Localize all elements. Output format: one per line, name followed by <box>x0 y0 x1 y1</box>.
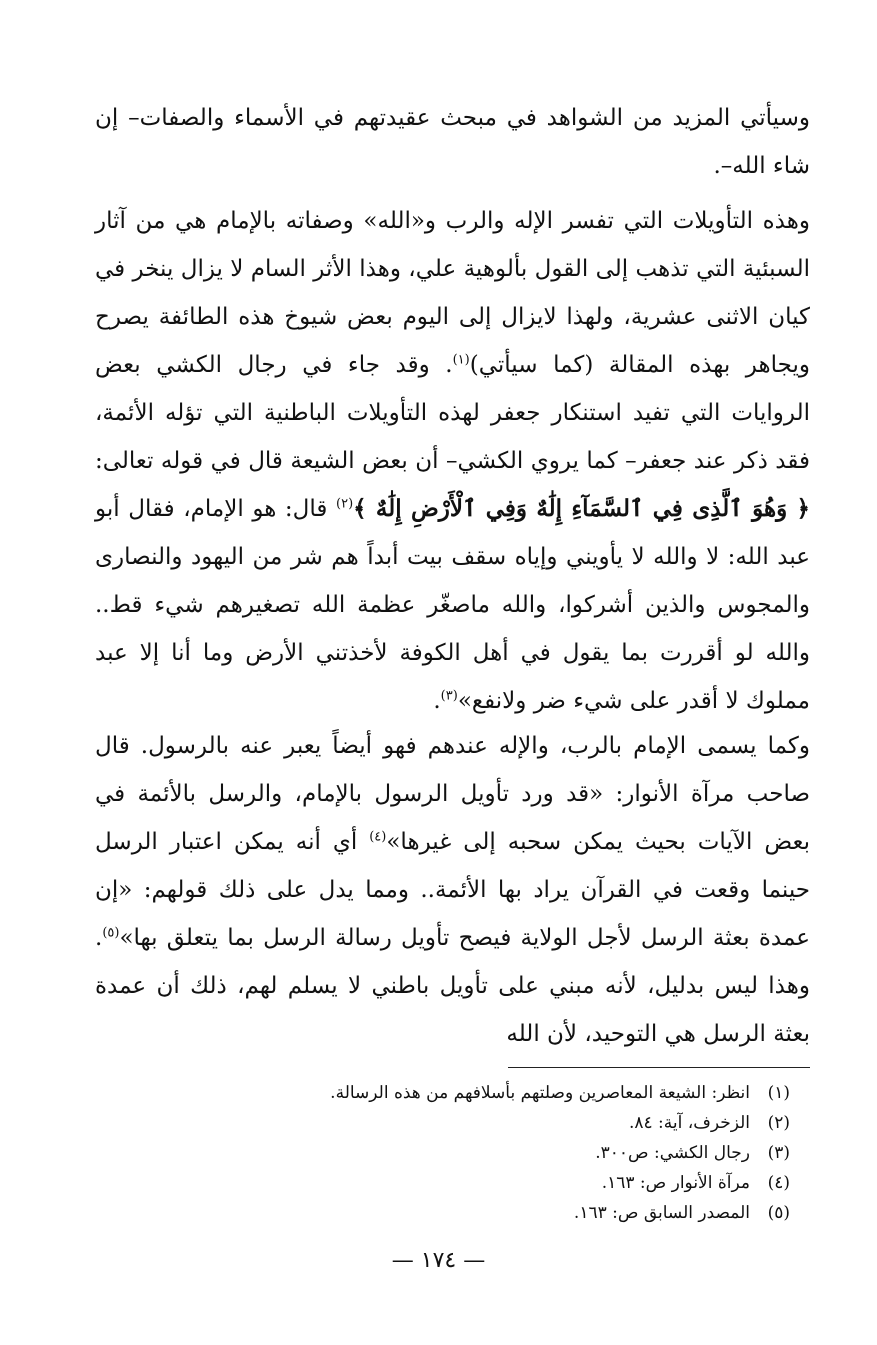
paragraph-1 <box>95 94 810 190</box>
paragraph-3-part-3: . وهذا ليس بدليل، لأنه مبني على تأويل باطني لا يسلم لهم، ذلك أن عمدة بعثة الرسل هي التوحيد، لأن الله <box>95 925 810 1047</box>
footnote-text: انظر: الشيعة المعاصرين وصلتهم بأسلافهم من هذه الرسالة. <box>330 1083 750 1103</box>
paragraph-3-part-2: أي أنه يمكن اعتبار الرسل حينما وقعت في القرآن يراد بها الأئمة.. ومما يدل على ذلك قولهم: «إن عمدة بعثة الرسل لأجل الولاية فيصح تأويل رسالة الرسل بما يتعلق بها» <box>95 829 810 951</box>
footnote-ref-3[interactable]: (٣) <box>440 688 458 704</box>
footnote-ref-2[interactable]: (٢) <box>336 496 354 512</box>
footnote-text: الزخرف، آية: ٨٤. <box>628 1113 750 1133</box>
footnote-ref-5[interactable]: (٥) <box>102 925 120 941</box>
footnote-text: رجال الكشي: ص٣٠٠. <box>595 1143 750 1163</box>
footnote-3 <box>95 1138 790 1168</box>
paragraph-3 <box>95 722 810 1058</box>
footnote-2 <box>95 1108 790 1138</box>
paragraph-2-part-3: قال: هو الإمام، فقال أبو عبد الله: لا والله لا يأويني وإياه سقف بيت أبداً هم شر من اليهود والنصارى والمجوس والذين أشركوا، والله ماصغّر عظمة الله تصغيرهم شيء قط.. والله لو أقررت بما يقول في أهل الكوفة لأخذتني الأرض وما أنا إلا عبد مملوك لا أقدر على شيء ضر ولانفع» <box>95 496 810 714</box>
footnotes-list <box>95 1078 790 1228</box>
quran-verse: ﴿ وَهُوَ ٱلَّذِى فِي ٱلسَّمَآءِ إِلَٰهٌ وَفِي ٱلْأَرْضِ إِلَٰهٌ ﴾ <box>353 495 810 522</box>
footnote-1 <box>95 1078 790 1108</box>
footnote-5 <box>95 1198 790 1228</box>
paragraph-2 <box>95 197 810 725</box>
footnote-ref-1[interactable]: (١) <box>452 352 470 368</box>
footnote-ref-4[interactable]: (٤) <box>369 829 387 845</box>
page-number: — ١٧٤ — <box>391 1248 486 1273</box>
paragraph-2-end: . <box>433 688 441 714</box>
paragraph-2-part-2: . وقد جاء في رجال الكشي بعض الروايات التي تفيد استنكار جعفر لهذه التأويلات الباطنية التي تؤله الأئمة، فقد ذكر عند جعفر– كما يروي الكشي– أن بعض الشيعة قال في قوله تعالى: <box>95 352 810 474</box>
footnote-divider <box>508 1067 810 1068</box>
footnote-text: المصدر السابق ص: ١٦٣. <box>573 1203 750 1223</box>
paragraph-3-part-1: وكما يسمى الإمام بالرب، والإله عندهم فهو أيضاً يعبر عنه بالرسول. قال صاحب مرآة الأنوار: «قد ورد تأويل الرسول بالإمام، والرسل بالأئمة في بعض الآيات بحيث يمكن سحبه إلى غيرها» <box>95 733 810 855</box>
footnote-number: (٤) <box>767 1173 790 1193</box>
footnote-4 <box>95 1168 790 1198</box>
footnote-text: مرآة الأنوار ص: ١٦٣. <box>601 1173 750 1193</box>
footnote-number: (٣) <box>767 1143 790 1163</box>
footnote-number: (١) <box>767 1083 790 1103</box>
footnote-number: (٢) <box>767 1113 790 1133</box>
footnote-number: (٥) <box>767 1203 790 1223</box>
paragraph-1-text: وسيأتي المزيد من الشواهد في مبحث عقيدتهم في الأسماء والصفات– إن شاء الله–. <box>95 105 810 179</box>
paragraph-2-part-1: وهذه التأويلات التي تفسر الإله والرب و«الله» وصفاته بالإمام هي من آثار السبئية التي تذهب إلى القول بألوهية علي، وهذا الأثر السام لا يزال ينخر في كيان الاثنى عشرية، ولهذا لايزال إلى اليوم بعض شيوخ هذه الطائفة يصرح ويجاهر بهذه المقالة (كما سيأتي) <box>95 208 810 378</box>
